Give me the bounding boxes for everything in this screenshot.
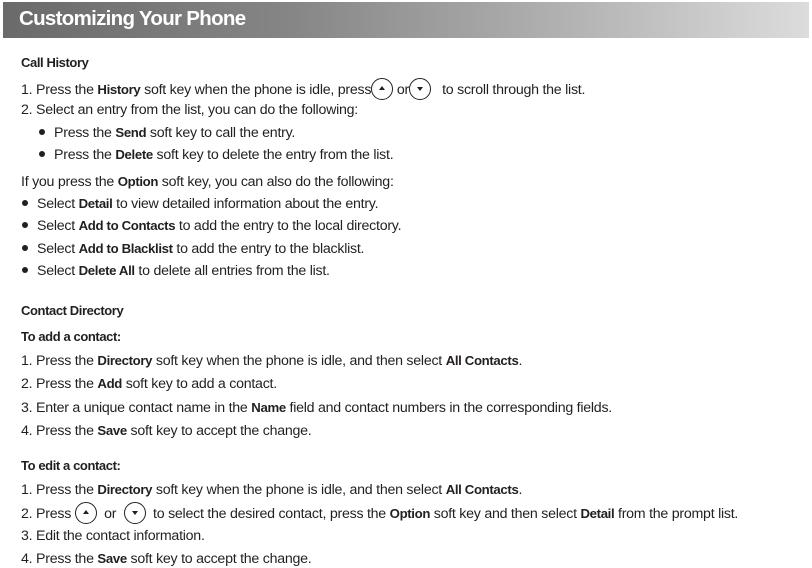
bullet-icon — [22, 222, 28, 228]
down-arrow-key-icon — [124, 502, 146, 524]
page-title: Customizing Your Phone — [19, 7, 246, 30]
call-history-sub-2: Press the Delete soft key to delete the entry from the list. — [39, 146, 393, 164]
up-arrow-key-icon — [371, 78, 393, 100]
option-item-detail: Select Detail to view detailed information about the entry. — [22, 195, 378, 213]
add-contact-heading: To add a contact: — [21, 329, 121, 344]
add-contact-step-1: 1. Press the Directory soft key when the phone is idle, and then select All Contacts. — [21, 353, 523, 369]
edit-contact-step-3: 3. Edit the contact information. — [21, 528, 205, 544]
contact-directory-heading: Contact Directory — [21, 303, 124, 318]
add-contact-step-2: 2. Press the Add soft key to add a contact. — [21, 376, 277, 392]
bullet-icon — [39, 151, 45, 157]
bullet-icon — [39, 129, 45, 135]
option-intro: If you press the Option soft key, you can also do the following: — [21, 174, 394, 190]
call-history-sub-1: Press the Send soft key to call the entry. — [39, 124, 295, 142]
edit-contact-step-1: 1. Press the Directory soft key when the phone is idle, and then select All Contacts. — [21, 482, 523, 498]
page-banner — [3, 2, 809, 38]
edit-contact-heading: To edit a contact: — [21, 458, 121, 473]
add-contact-step-4: 4. Press the Save soft key to accept the change. — [21, 423, 312, 439]
down-arrow-key-icon — [409, 78, 431, 100]
call-history-step-1: 1. Press the History soft key when the phone is idle, press or to scroll through the list. — [21, 79, 585, 101]
option-item-add-to-contacts: Select Add to Contacts to add the entry to the local directory. — [22, 217, 401, 235]
up-arrow-key-icon — [75, 502, 97, 524]
option-item-delete-all: Select Delete All to delete all entries from the list. — [22, 262, 330, 280]
call-history-heading: Call History — [21, 55, 89, 70]
add-contact-step-3: 3. Enter a unique contact name in the Name field and contact numbers in the corresponding fields. — [21, 400, 612, 416]
option-item-add-to-blacklist: Select Add to Blacklist to add the entry to the blacklist. — [22, 240, 364, 258]
call-history-step-2: 2. Select an entry from the list, you can do the following: — [21, 102, 358, 118]
bullet-icon — [22, 200, 28, 206]
edit-contact-step-4: 4. Press the Save soft key to accept the change. — [21, 551, 312, 567]
bullet-icon — [22, 245, 28, 251]
edit-contact-step-2: 2. Press or to select the desired contact, press the Option soft key and then select Detail from the prompt list. — [21, 503, 738, 525]
bullet-icon — [22, 267, 28, 273]
